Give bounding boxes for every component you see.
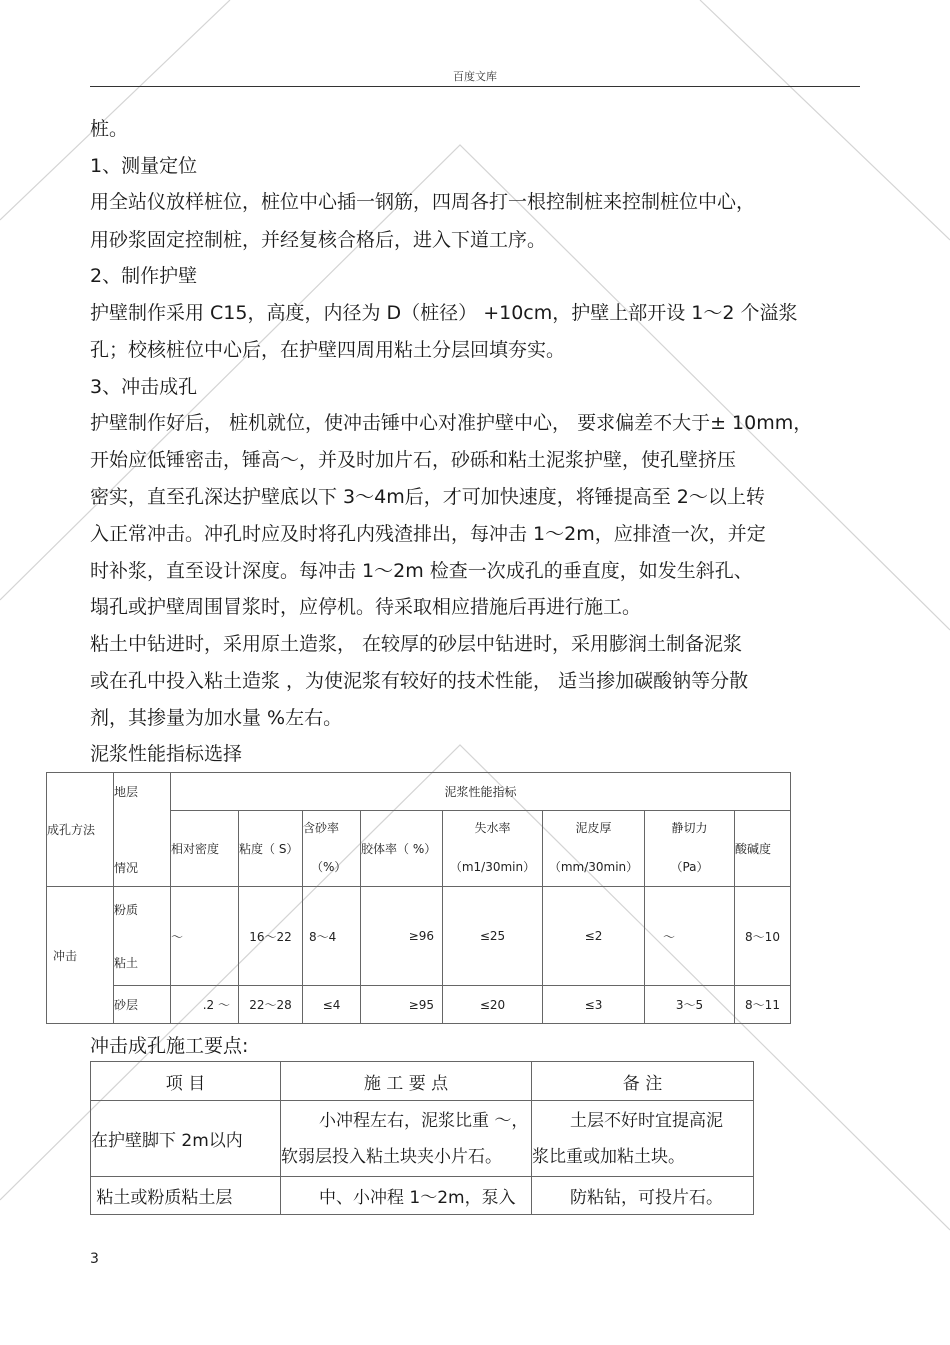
table-cell: 3～5	[645, 986, 735, 1024]
table-cell: 8～4	[303, 887, 361, 986]
points-table-caption: 冲击成孔施工要点:	[90, 1035, 249, 1057]
table-cell: 8～10	[735, 887, 791, 986]
col-viscosity: 粘度（ S）	[239, 811, 303, 887]
text-line: 孔；校核桩位中心后，在护壁四周用粘土分层回填夯实。	[90, 339, 566, 361]
construction-points-table	[90, 1061, 754, 1215]
cell-note	[532, 1101, 754, 1177]
col-water-loss-bottom: （m1/30min）	[449, 860, 536, 874]
table-cell: ≥95	[361, 986, 443, 1024]
page-header: 百度文库	[453, 70, 497, 83]
table-cell: ≤25	[443, 887, 543, 986]
cell-item: 粘土或粉质粘土层	[91, 1177, 281, 1215]
text-line: 时补浆，直至设计深度。每冲击 1～2m 检查一次成孔的垂直度，如发生斜孔、	[90, 560, 753, 582]
cell-item: 在护壁脚下 2m以内	[91, 1101, 281, 1177]
col-shear-bottom: （Pa）	[670, 860, 709, 874]
text-line: 用全站仪放样桩位，桩位中心插一钢筋，四周各打一根控制桩来控制桩位中心，	[90, 191, 756, 213]
mud-performance-table	[46, 772, 791, 1024]
header-layer	[114, 773, 171, 887]
col-shear-top: 静切力	[671, 821, 708, 835]
page-number: 3	[90, 1251, 99, 1267]
text-line: 用砂浆固定控制桩，并经复核合格后，进入下道工序。	[90, 229, 547, 251]
cell-note-line-2: 浆比重或加粘土块。	[532, 1146, 685, 1167]
col-density: 相对密度	[171, 811, 239, 887]
table-cell: 16～22	[239, 887, 303, 986]
col-cake	[543, 811, 645, 887]
cell-point-line-1: 小冲程左右，泥浆比重 ～，	[319, 1110, 529, 1131]
cell-point	[281, 1101, 532, 1177]
col-shear	[645, 811, 735, 887]
col-sand-bottom: （%）	[311, 860, 347, 874]
cell-layer-sand: 砂层	[114, 986, 171, 1024]
cell-note-line-1: 土层不好时宜提高泥	[570, 1110, 723, 1131]
text-line: 或在孔中投入粘土造浆 ，为使泥浆有较好的技术性能， 适当掺加碳酸钠等分散	[90, 670, 749, 692]
cell-point: 中、小冲程 1～2m，泵入	[281, 1177, 532, 1215]
header-indicators: 泥浆性能指标	[171, 773, 791, 811]
col-colloid: 胶体率（ %）	[361, 811, 443, 887]
text-line: 护壁制作好后， 桩机就位，使冲击锤中心对准护壁中心， 要求偏差不大于± 10mm，	[90, 412, 813, 434]
header-point: 施 工 要 点	[281, 1062, 532, 1101]
cell-point-line-2: 软弱层投入粘土块夹小片石。	[281, 1146, 502, 1167]
table-cell: ≤20	[443, 986, 543, 1024]
table-cell: 22～28	[239, 986, 303, 1024]
header-layer-bottom: 情况	[114, 861, 139, 875]
cell-layer-top: 粉质	[114, 903, 139, 917]
text-line: 开始应低锤密击，锤高～，并及时加片石，砂砾和粘土泥浆护壁，使孔壁挤压	[90, 449, 737, 471]
text-line: 塌孔或护壁周围冒浆时，应停机。待采取相应措施后再进行施工。	[90, 596, 642, 618]
col-sand-top: 含砂率	[303, 821, 340, 835]
cell-layer-silty-clay	[114, 887, 171, 986]
col-sand	[303, 811, 361, 887]
table-cell: ≤4	[303, 986, 361, 1024]
text-line: 入正常冲击。冲孔时应及时将孔内残渣排出，每冲击 1～2m，应排渣一次，并定	[90, 523, 766, 545]
section-heading: 2、制作护壁	[90, 265, 198, 287]
table-caption: 泥浆性能指标选择	[90, 743, 243, 765]
section-heading: 1、测量定位	[90, 155, 198, 177]
table-cell: .2 ～	[171, 986, 239, 1024]
header-method: 成孔方法	[47, 773, 114, 887]
col-ph: 酸碱度	[735, 811, 791, 887]
header-item: 项 目	[91, 1062, 281, 1101]
table-cell: ～	[171, 887, 239, 986]
col-water-loss	[443, 811, 543, 887]
table-cell: ≤2	[543, 887, 645, 986]
col-cake-bottom: （mm/30min）	[548, 860, 639, 874]
section-heading: 3、冲击成孔	[90, 376, 198, 398]
text-line: 密实，直至孔深达护壁底以下 3～4m后，才可加快速度，将锤提高至 2～以上转	[90, 486, 765, 508]
cell-layer-bottom: 粘土	[114, 956, 139, 970]
cell-note: 防粘钻，可投片石。	[532, 1177, 754, 1215]
col-cake-top: 泥皮厚	[575, 821, 612, 835]
cell-method: 冲击	[47, 887, 114, 1024]
text-line: 桩。	[90, 118, 129, 140]
table-cell: 8～11	[735, 986, 791, 1024]
text-line: 剂，其掺量为加水量 %左右。	[90, 707, 343, 729]
table-cell: ～	[645, 887, 735, 986]
header-note: 备 注	[532, 1062, 754, 1101]
text-line: 粘土中钻进时，采用原土造浆， 在较厚的砂层中钻进时，采用膨润土制备泥浆	[90, 633, 743, 655]
table-cell: ≤3	[543, 986, 645, 1024]
table-cell: ≥96	[361, 887, 443, 986]
header-rule	[90, 86, 860, 87]
text-line: 护壁制作采用 C15，高度，内径为 D（桩径） +10cm，护壁上部开设 1～2 个溢浆	[90, 302, 798, 324]
col-water-loss-top: 失水率	[474, 821, 511, 835]
header-layer-top: 地层	[114, 785, 139, 799]
